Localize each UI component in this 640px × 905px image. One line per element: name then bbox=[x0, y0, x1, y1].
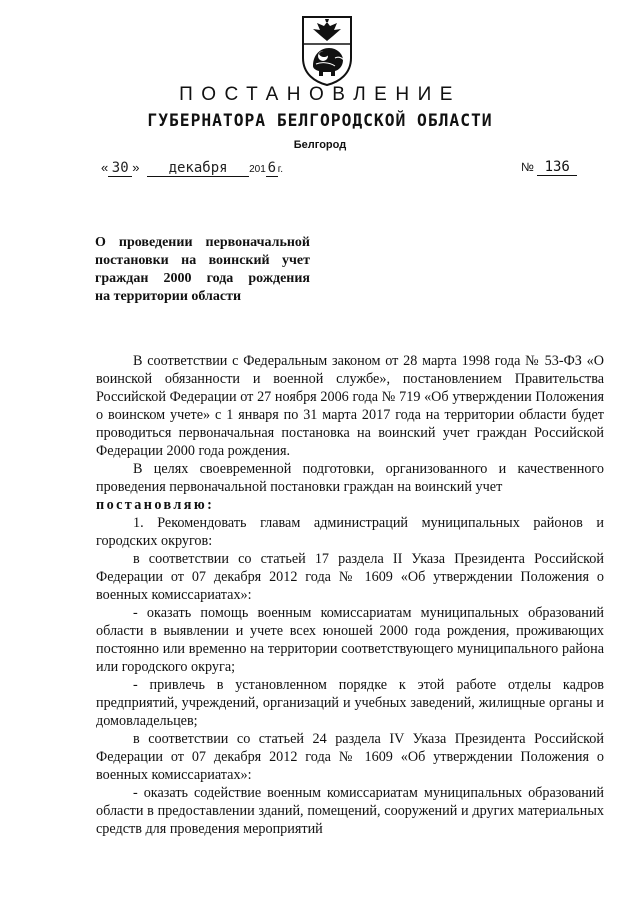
number-label: № bbox=[521, 160, 534, 174]
document-title: ПОСТАНОВЛЕНИЕ bbox=[179, 84, 461, 105]
subject-line: граждан 2000 года рождения bbox=[95, 271, 310, 286]
body-paragraph: В соответствии с Федеральным законом от 28 марта 1998 года № 53-ФЗ «О воинской обязанности и военной службе», постановлением Правительства Российской Федерации от 27 ноября 2006 года № 719 «Об утверждении Положения о воинском учете» с 1 января по 31 марта 2017 года на территории области будет проводиться первоначальная постановка на воинский учет граждан Российской Федерации 2000 года рождения. bbox=[96, 353, 604, 459]
number-value: 136 bbox=[537, 160, 577, 176]
document-number bbox=[521, 160, 577, 176]
body-paragraph: В целях своевременной подготовки, организованного и качественного проведения первоначальной постановки граждан на воинский учет bbox=[96, 461, 604, 495]
date-year-unit: г. bbox=[277, 164, 283, 175]
date-month: декабря bbox=[147, 161, 249, 177]
coat-of-arms-emblem bbox=[299, 14, 355, 86]
body-paragraph: - привлечь в установленном порядке к этой работе отделы кадров предприятий, учреждений, организаций и учебных заведений, жилищные органы и домовладельцев; bbox=[96, 677, 604, 729]
document-body bbox=[96, 352, 604, 838]
date-day: 30 bbox=[108, 161, 132, 177]
date-year-suffix: 6 bbox=[267, 160, 276, 176]
subject-line: на территории области bbox=[95, 289, 242, 304]
date-year-prefix: 201 bbox=[249, 164, 266, 175]
city-label: Белгород bbox=[293, 139, 347, 151]
resolution-keyword-text: постановляю: bbox=[96, 497, 215, 513]
subject-line: постановки на воинский учет bbox=[95, 253, 310, 268]
date-close-quote: » bbox=[132, 160, 140, 175]
date-open-quote: « bbox=[101, 160, 109, 175]
subject-line: О проведении первоначальной bbox=[95, 235, 310, 250]
body-paragraph: - оказать содействие военным комиссариатам муниципальных образований области в предоставлении зданий, помещений, сооружений и других материальных средств для проведения мероприятий bbox=[96, 785, 604, 837]
body-paragraph: - оказать помощь военным комиссариатам муниципальных образований области в выявлении и учете всех юношей 2000 года рождения, проживающих постоянно или временно на территории соответствующего муниципального района или городского округа; bbox=[96, 605, 604, 675]
resolution-keyword bbox=[96, 496, 604, 514]
document-subtitle: ГУБЕРНАТОРА БЕЛГОРОДСКОЙ ОБЛАСТИ bbox=[147, 111, 493, 131]
document-date bbox=[101, 160, 283, 177]
body-paragraph: в соответствии со статьей 24 раздела IV Указа Президента Российской Федерации от 07 декабря 2012 года № 1609 «Об утверждении Положения о военных комиссариатах»: bbox=[96, 731, 604, 783]
body-paragraph: 1. Рекомендовать главам администраций муниципальных районов и городских округов: bbox=[96, 515, 604, 549]
body-paragraph: в соответствии со статьей 17 раздела II Указа Президента Российской Федерации от 07 декабря 2012 года № 1609 «Об утверждении Положения о военных комиссариатах»: bbox=[96, 551, 604, 603]
document-subject bbox=[95, 234, 310, 306]
